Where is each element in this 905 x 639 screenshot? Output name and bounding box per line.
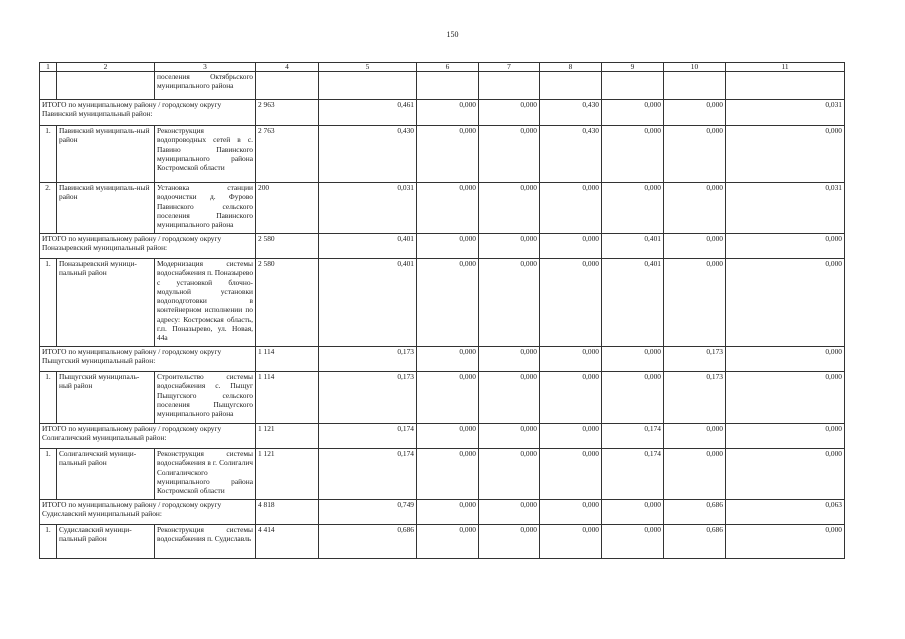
value-cell: 0,173	[664, 372, 726, 424]
value-cell: 4 414	[256, 525, 319, 559]
column-number: 2	[57, 63, 155, 72]
column-number-row	[40, 63, 845, 72]
value-cell: 0,000	[479, 259, 540, 347]
value-cell: 0,000	[664, 259, 726, 347]
value-cell: 0,000	[540, 372, 602, 424]
value-cell: 0,031	[726, 100, 845, 126]
value-cell: 0,000	[664, 183, 726, 234]
object-name: Реконструкция системы водоснабжения п. Судиславль	[155, 525, 256, 559]
district-name: Пыщугский муниципаль-ный район	[57, 372, 155, 424]
value-cell: 0,000	[417, 100, 479, 126]
district-name: Павинский муниципаль-ный район	[57, 183, 155, 234]
value-cell: 0,000	[479, 424, 540, 449]
value-cell: 0,173	[664, 347, 726, 372]
value-cell: 0,000	[726, 347, 845, 372]
value-cell: 0,173	[319, 347, 417, 372]
row-number: 2.	[40, 183, 57, 234]
value-cell: 0,000	[726, 259, 845, 347]
value-cell: 0,173	[319, 372, 417, 424]
value-cell: 0,000	[479, 347, 540, 372]
value-cell: 0,000	[479, 100, 540, 126]
column-number: 3	[155, 63, 256, 72]
total-row	[40, 500, 845, 525]
value-cell: 0,000	[417, 372, 479, 424]
value-cell: 4 818	[256, 500, 319, 525]
row-number: 1.	[40, 259, 57, 347]
value-cell: 0,430	[540, 100, 602, 126]
funding-table	[39, 62, 845, 559]
total-row	[40, 424, 845, 449]
value-cell: 0,401	[319, 234, 417, 259]
value-cell: 1 114	[256, 347, 319, 372]
value-cell: 0,031	[726, 183, 845, 234]
row-number: 1.	[40, 126, 57, 183]
value-cell: 0,000	[479, 500, 540, 525]
value-cell: 0,000	[664, 234, 726, 259]
value-cell: 0,000	[726, 449, 845, 500]
value-cell: 0,000	[602, 372, 664, 424]
value-cell: 0,174	[602, 449, 664, 500]
value-cell: 0,000	[540, 525, 602, 559]
table-row	[40, 449, 845, 500]
value-cell: 0,000	[726, 525, 845, 559]
district-name: Солигаличский муници-пальный район	[57, 449, 155, 500]
value-cell: 2 963	[256, 100, 319, 126]
table-row	[40, 259, 845, 347]
value-cell: 0,063	[726, 500, 845, 525]
value-cell: 0,000	[602, 500, 664, 525]
value-cell: 2 763	[256, 126, 319, 183]
value-cell: 0,174	[602, 424, 664, 449]
district-name: Судиславский муници-пальный район	[57, 525, 155, 559]
object-name: Установка станции водоочистки д. Фурово Павинского сельского поселения Павинского муниципального района	[155, 183, 256, 234]
column-number: 8	[540, 63, 602, 72]
value-cell: 0,000	[664, 449, 726, 500]
value-cell: 0,000	[664, 126, 726, 183]
table-row	[40, 183, 845, 234]
value-cell: 1 121	[256, 449, 319, 500]
column-number: 10	[664, 63, 726, 72]
total-row	[40, 100, 845, 126]
value-cell: 0,000	[479, 372, 540, 424]
value-cell: 0,430	[540, 126, 602, 183]
table-row	[40, 126, 845, 183]
value-cell: 0,401	[602, 234, 664, 259]
page-number: 150	[446, 30, 459, 39]
value-cell: 0,430	[319, 126, 417, 183]
value-cell: 0,031	[319, 183, 417, 234]
value-cell: 0,000	[664, 424, 726, 449]
total-label: ИТОГО по муниципальному району / городскому округу Солигаличский муниципальный район:	[40, 424, 256, 449]
value-cell: 2 580	[256, 259, 319, 347]
object-name: поселения Октябрьского муниципального района	[155, 72, 256, 100]
total-label: ИТОГО по муниципальному району / городскому округу Павинский муниципальный район:	[40, 100, 256, 126]
row-number: 1.	[40, 372, 57, 424]
value-cell: 0,000	[540, 259, 602, 347]
column-number: 5	[319, 63, 417, 72]
total-label: ИТОГО по муниципальному району / городскому округу Пыщугский муниципальный район:	[40, 347, 256, 372]
value-cell: 0,000	[417, 183, 479, 234]
object-name: Строительство системы водоснабжения с. Пыщуг Пыщугского сельского поселения Пыщугского муниципального района	[155, 372, 256, 424]
value-cell: 0,000	[726, 424, 845, 449]
value-cell: 0,686	[319, 525, 417, 559]
value-cell: 0,000	[479, 183, 540, 234]
value-cell: 2 580	[256, 234, 319, 259]
row-number: 1.	[40, 525, 57, 559]
column-number: 4	[256, 63, 319, 72]
value-cell: 0,000	[726, 234, 845, 259]
value-cell: 0,000	[602, 183, 664, 234]
value-cell: 200	[256, 183, 319, 234]
continuation-row	[40, 72, 845, 100]
object-name: Реконструкция водопроводных сетей в с. Павино Павинского муниципального района Костромской области	[155, 126, 256, 183]
column-number: 9	[602, 63, 664, 72]
table-row	[40, 372, 845, 424]
value-cell: 0,000	[417, 424, 479, 449]
value-cell: 0,174	[319, 449, 417, 500]
value-cell: 0,686	[664, 525, 726, 559]
value-cell: 0,000	[417, 126, 479, 183]
value-cell: 0,000	[479, 126, 540, 183]
value-cell: 0,401	[319, 259, 417, 347]
value-cell: 0,174	[319, 424, 417, 449]
value-cell: 0,749	[319, 500, 417, 525]
total-row	[40, 234, 845, 259]
value-cell: 0,000	[602, 525, 664, 559]
district-name: Павинский муниципаль-ный район	[57, 126, 155, 183]
value-cell: 0,000	[479, 234, 540, 259]
value-cell: 0,000	[726, 372, 845, 424]
value-cell: 0,000	[417, 259, 479, 347]
value-cell: 0,686	[664, 500, 726, 525]
row-number: 1.	[40, 449, 57, 500]
column-number: 6	[417, 63, 479, 72]
value-cell: 0,000	[726, 126, 845, 183]
value-cell: 0,000	[540, 183, 602, 234]
column-number: 7	[479, 63, 540, 72]
value-cell: 0,401	[602, 259, 664, 347]
value-cell: 0,000	[479, 449, 540, 500]
value-cell: 1 121	[256, 424, 319, 449]
district-name: Поназыревский муници-пальный район	[57, 259, 155, 347]
object-name: Модернизация системы водоснабжения п. Поназырево с установкой блочно-модульной установки водоподготовки в контейнерном исполнении по адресу: Костромская область, г.п. Поназырево, ул. Новая, 44а	[155, 259, 256, 347]
value-cell: 0,000	[417, 500, 479, 525]
value-cell: 0,000	[540, 347, 602, 372]
column-number: 1	[40, 63, 57, 72]
value-cell: 0,000	[540, 234, 602, 259]
value-cell: 0,000	[664, 100, 726, 126]
value-cell: 0,000	[602, 126, 664, 183]
value-cell: 0,000	[540, 449, 602, 500]
total-label: ИТОГО по муниципальному району / городскому округу Судиславский муниципальный район:	[40, 500, 256, 525]
value-cell: 0,000	[540, 500, 602, 525]
object-name: Реконструкция системы водоснабжения в г. Солигалич Солигаличского муниципального района Костромской области	[155, 449, 256, 500]
value-cell: 0,000	[602, 100, 664, 126]
value-cell: 0,000	[417, 525, 479, 559]
total-label: ИТОГО по муниципальному району / городскому округу Поназыревский муниципальный район:	[40, 234, 256, 259]
total-row	[40, 347, 845, 372]
value-cell: 0,000	[602, 347, 664, 372]
value-cell: 0,461	[319, 100, 417, 126]
table-row	[40, 525, 845, 559]
value-cell: 1 114	[256, 372, 319, 424]
value-cell: 0,000	[417, 234, 479, 259]
value-cell: 0,000	[479, 525, 540, 559]
column-number: 11	[726, 63, 845, 72]
value-cell: 0,000	[540, 424, 602, 449]
value-cell: 0,000	[417, 347, 479, 372]
value-cell: 0,000	[417, 449, 479, 500]
